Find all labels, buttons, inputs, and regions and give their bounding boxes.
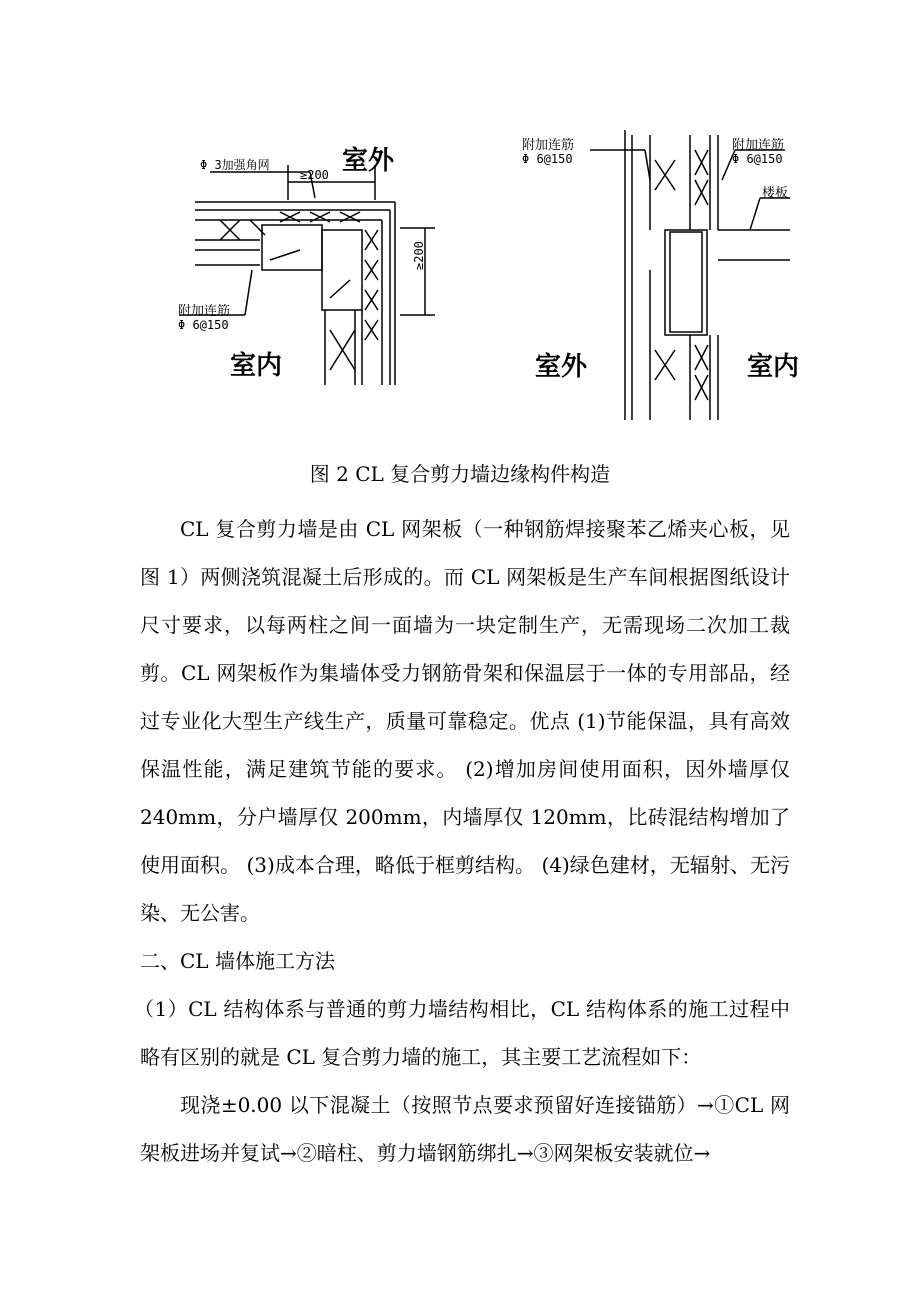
section-heading: 二、CL 墙体施工方法 xyxy=(140,949,335,973)
right-rebar-spec-right: Φ 6@150 xyxy=(732,152,783,166)
left-dim-vertical: ≥200 xyxy=(412,241,426,270)
edge-member-figure xyxy=(150,120,810,440)
paragraph-process: （1）CL 结构体系与普通的剪力墙结构相比，CL 结构体系的施工过程中略有区别的就是 CL 复合剪力墙的施工，其主要工艺流程如下： xyxy=(134,997,790,1069)
right-slab-label: 楼板 xyxy=(762,186,789,201)
left-outside-label: 室外 xyxy=(342,146,395,176)
right-rebar-label-right: 附加连筋 xyxy=(732,138,785,153)
right-inside-label: 室内 xyxy=(747,352,800,382)
left-rebar-label: 附加连筋 xyxy=(178,304,231,319)
right-rebar-label-left: 附加连筋 xyxy=(522,138,575,153)
document-body xyxy=(134,505,790,1177)
figure-caption: 图 2 CL 复合剪力墙边缘构件构造 xyxy=(309,462,611,486)
left-mesh-label: Φ 3加强角网 xyxy=(200,158,270,172)
left-inside-label: 室内 xyxy=(230,351,283,381)
paragraph-flow: 现浇±0.00 以下混凝土（按照节点要求预留好连接锚筋）→①CL 网架板进场并复试→②暗柱、剪力墙钢筋绑扎→③网架板安装就位→ xyxy=(140,1093,790,1165)
right-rebar-spec-left: Φ 6@150 xyxy=(522,152,573,166)
right-outside-label: 室外 xyxy=(535,352,588,382)
left-corner-wall xyxy=(180,165,435,385)
paragraph-intro: CL 复合剪力墙是由 CL 网架板（一种钢筋焊接聚苯乙烯夹心板，见图 1）两侧浇筑混凝土后形成的。而 CL 网架板是生产车间根据图纸设计尺寸要求，以每两柱之间一面墙为一块定制生产，无需现场二次加工裁剪。CL 网架板作为集墙体受力钢筋骨架和保温层于一体的专用部品，经过专业化大型生产线生产，质量可靠稳定。优点 (1)节能保温，具有高效保温性能，满足建筑节能的要求。 (2)增加房间使用面积，因外墙厚仅 240mm，分户墙厚仅 200mm，内墙厚仅 120mm，比砖混结构增加了使用面积。 (3)成本合理，略低于框剪结构。 (4)绿色建材，无辐射、无污染、无公害。 xyxy=(140,517,790,925)
left-dim-horizontal: ≥200 xyxy=(300,168,329,182)
left-rebar-spec: Φ 6@150 xyxy=(178,318,229,332)
